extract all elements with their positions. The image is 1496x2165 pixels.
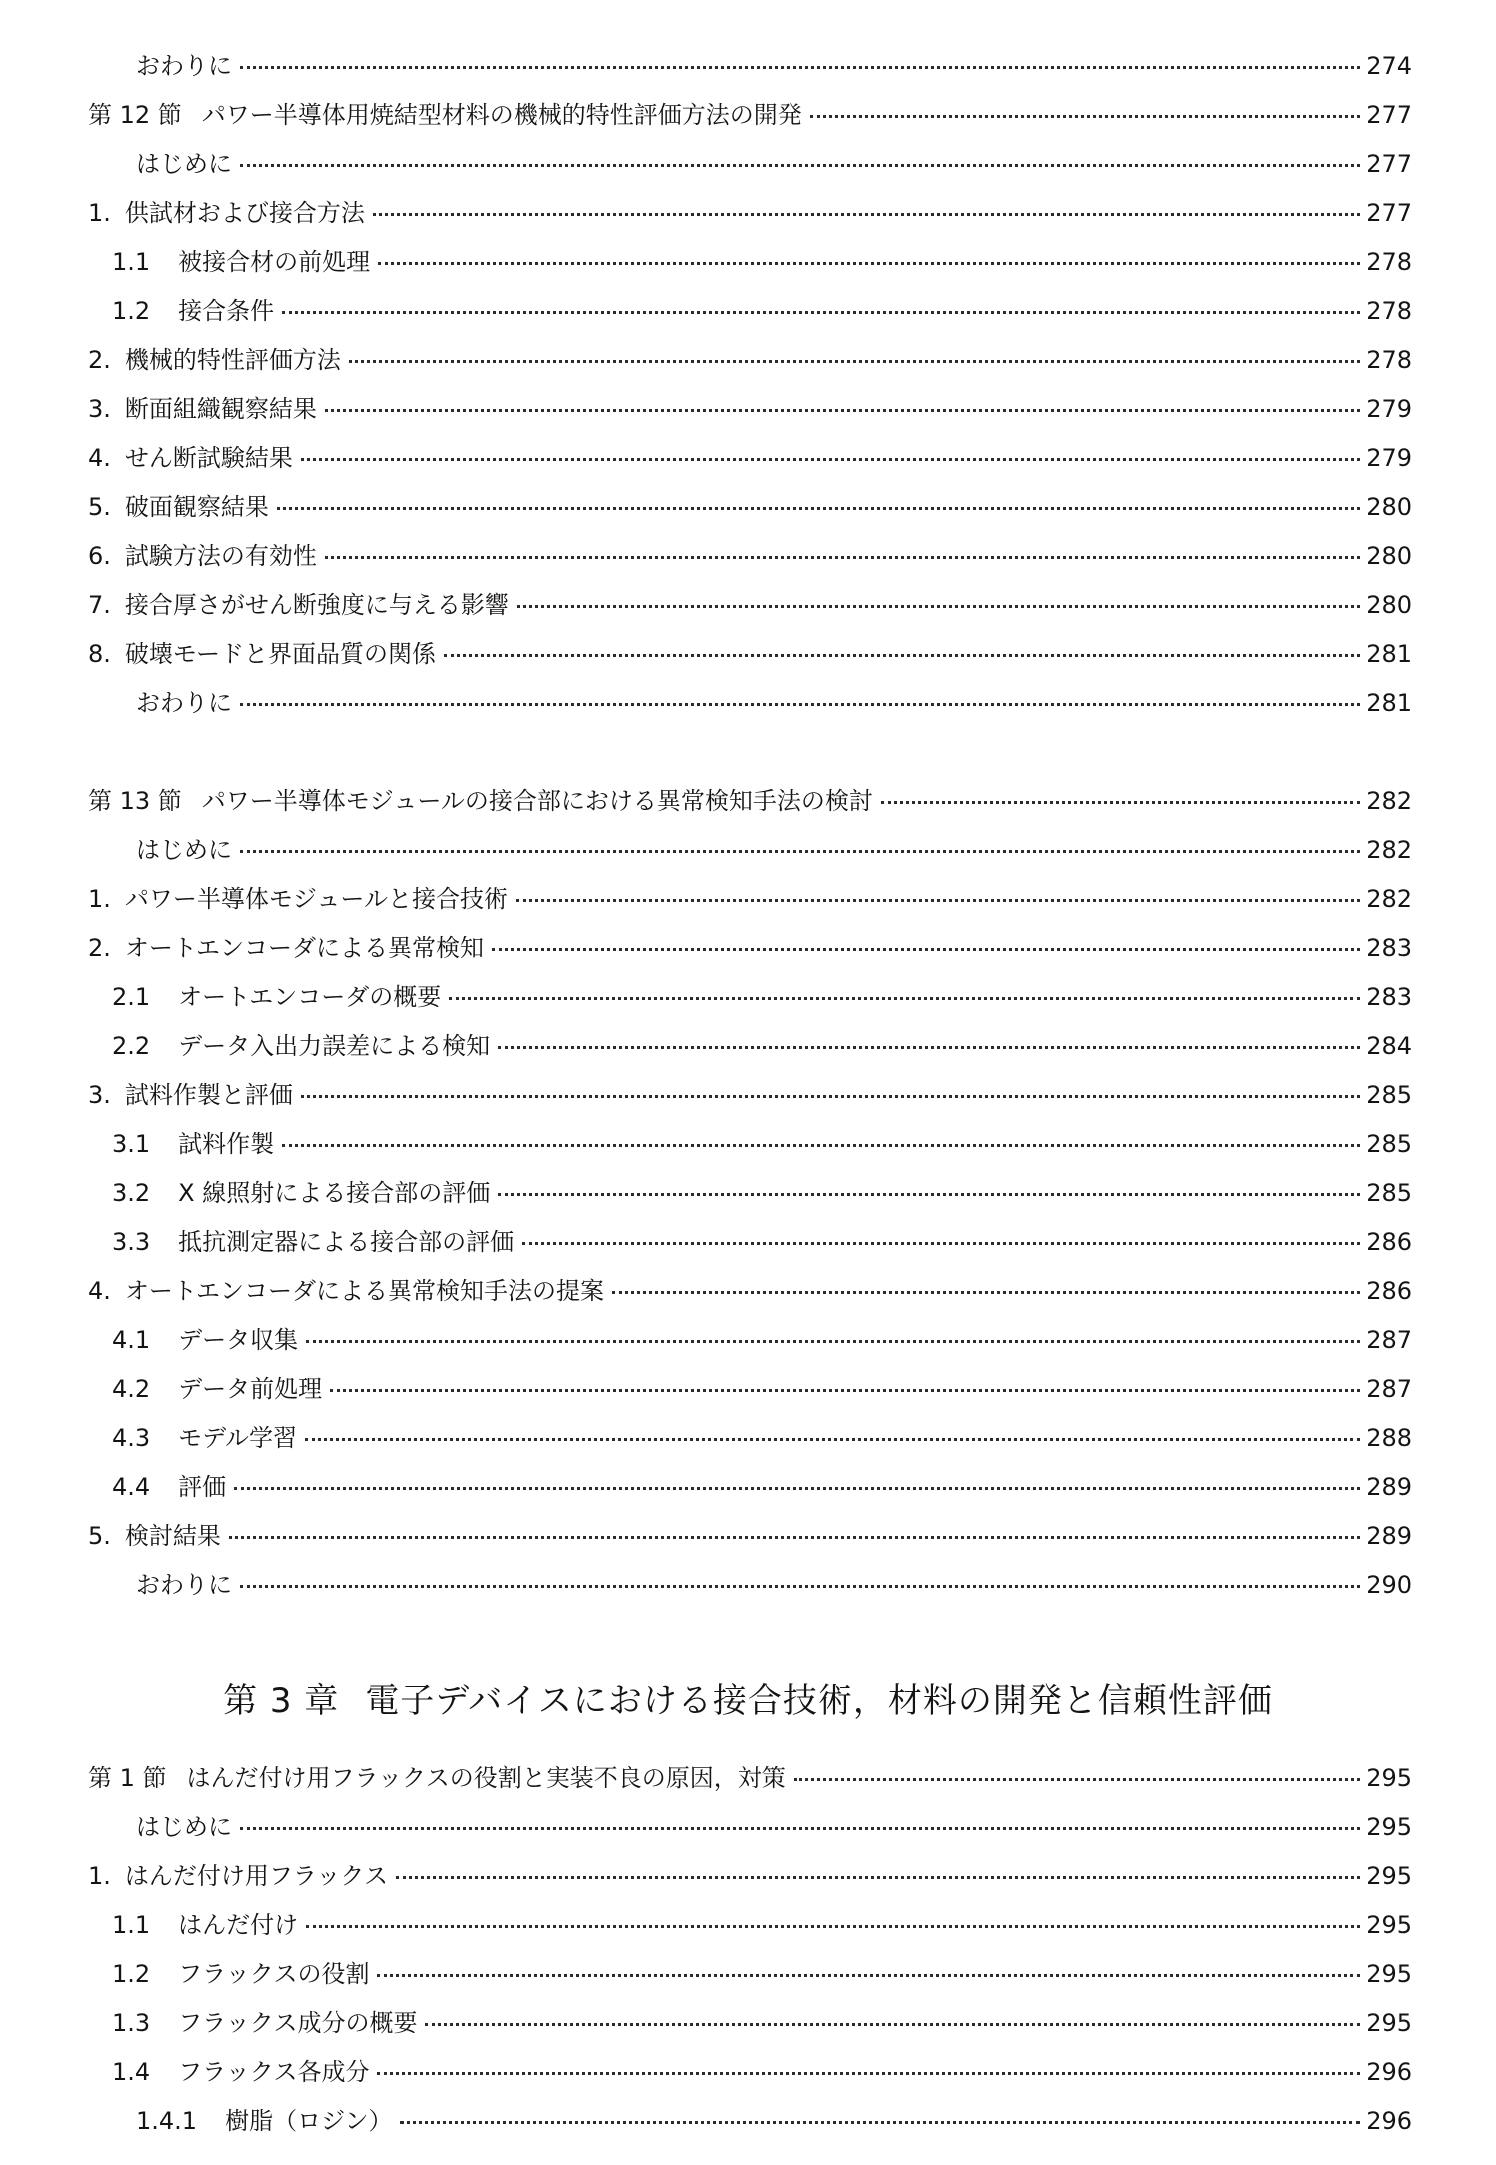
toc-entry-label — [136, 2099, 398, 2143]
toc-entry — [0, 240, 1496, 284]
toc-entry-label — [88, 583, 515, 627]
toc-entry-label — [88, 877, 514, 921]
toc-page-number: 295 — [1362, 1756, 1412, 1800]
dot-leader — [240, 850, 1360, 853]
toc-entry-title: 樹脂（ロジン） — [225, 2107, 393, 2135]
toc-entry-title: フラックスの役割 — [178, 1960, 370, 1988]
dot-leader — [425, 2023, 1360, 2026]
toc-page-number: 285 — [1362, 1073, 1412, 1117]
toc-entry — [0, 1122, 1496, 1166]
toc-entry-label — [88, 338, 347, 382]
toc-entry-title: オートエンコーダの概要 — [178, 983, 442, 1011]
toc-entry — [0, 338, 1496, 382]
toc-entry-label — [136, 1805, 238, 1849]
toc-entry-label — [112, 2050, 375, 2094]
item-number: 5. — [88, 493, 111, 521]
dot-leader — [498, 1193, 1360, 1196]
toc-entry-title: はじめに — [136, 1813, 232, 1841]
subitem-number: 4.3 — [112, 1424, 151, 1452]
toc-entry-title: モデル学習 — [178, 1424, 297, 1452]
toc-entry-title: はんだ付け用フラックス — [124, 1862, 389, 1890]
subitem-number: 4.4 — [112, 1473, 151, 1501]
subitem-number: 3.1 — [112, 1130, 151, 1158]
dot-leader — [301, 1095, 1360, 1098]
dot-leader — [810, 115, 1360, 118]
toc-entry — [0, 583, 1496, 627]
toc-entry-title: パワー半導体用焼結型材料の機械的特性評価方法の開発 — [201, 101, 802, 129]
toc-page-number: 281 — [1362, 632, 1412, 676]
dot-leader — [498, 1046, 1360, 1049]
toc-page-number: 278 — [1362, 289, 1412, 333]
toc-entry-title: データ収集 — [178, 1326, 299, 1354]
toc-entry — [0, 2099, 1496, 2143]
toc-entry — [0, 485, 1496, 529]
subitem-number: 4.1 — [112, 1326, 151, 1354]
toc-entry-title: 供試材および接合方法 — [124, 199, 365, 227]
toc-entry-label — [112, 289, 280, 333]
item-number: 1. — [88, 1862, 111, 1890]
section-number: 第 1 節 — [88, 1764, 167, 1792]
dot-leader — [306, 1340, 1360, 1343]
toc-page-number: 280 — [1362, 534, 1412, 578]
toc-page-number: 282 — [1362, 779, 1412, 823]
toc-entry-title: おわりに — [136, 52, 232, 80]
toc-page-number: 277 — [1362, 93, 1412, 137]
toc-page-number: 287 — [1362, 1318, 1412, 1362]
toc-entry-title: パワー半導体モジュールと接合技術 — [124, 885, 508, 913]
toc-entry-label — [88, 1756, 792, 1800]
toc-entry-title: 評価 — [178, 1473, 227, 1501]
section-number: 第 12 節 — [88, 101, 182, 129]
subitem-number: 3.3 — [112, 1228, 151, 1256]
chapter-heading — [0, 1676, 1496, 1726]
dot-leader — [305, 1438, 1360, 1441]
toc-entry-title: オートエンコーダによる異常検知手法の提案 — [124, 1277, 604, 1305]
subitem-number: 1.2 — [112, 1960, 151, 1988]
toc-entry — [0, 1465, 1496, 1509]
toc-entry-label — [112, 1220, 520, 1264]
dot-leader — [377, 1974, 1360, 1977]
dot-leader — [240, 703, 1360, 706]
item-number: 4. — [88, 444, 111, 472]
toc-entry-title: データ入出力誤差による検知 — [178, 1032, 491, 1060]
toc-entry-title: データ前処理 — [178, 1375, 323, 1403]
toc-entry-title: X 線照射による接合部の評価 — [178, 1179, 491, 1207]
dot-leader — [277, 507, 1360, 510]
toc-entry — [0, 1073, 1496, 1117]
toc-entry-label — [136, 1563, 238, 1607]
dot-leader — [325, 556, 1360, 559]
toc-entry-label — [88, 485, 275, 529]
toc-page-number: 285 — [1362, 1122, 1412, 1166]
dot-leader — [881, 801, 1360, 804]
subitem-number: 1.1 — [112, 248, 151, 276]
toc-page-number: 295 — [1362, 1952, 1412, 1996]
toc-entry-title: はんだ付け — [178, 1911, 299, 1939]
toc-entry-label — [88, 93, 808, 137]
toc-entry — [0, 387, 1496, 431]
toc-entry — [0, 1952, 1496, 1996]
toc-entry-title: 検討結果 — [124, 1522, 221, 1550]
toc-page-number: 282 — [1362, 877, 1412, 921]
subitem-number: 4.2 — [112, 1375, 151, 1403]
toc-page-number: 282 — [1362, 828, 1412, 872]
toc-entry — [0, 828, 1496, 872]
toc-entry — [0, 44, 1496, 88]
toc-entry — [0, 681, 1496, 725]
toc-page-number: 288 — [1362, 1416, 1412, 1460]
toc-page-number: 287 — [1362, 1367, 1412, 1411]
toc-entry — [0, 1903, 1496, 1947]
dot-leader — [229, 1536, 1360, 1539]
dot-leader — [522, 1242, 1360, 1245]
dot-leader — [400, 2121, 1360, 2124]
toc-page-number: 286 — [1362, 1269, 1412, 1313]
toc-entry-title: 接合厚さがせん断強度に与える影響 — [124, 591, 509, 619]
subitem-number: 1.3 — [112, 2009, 151, 2037]
toc-entry-label — [88, 191, 371, 235]
toc-entry-label — [112, 2001, 423, 2045]
toc-entry — [0, 1756, 1496, 1800]
item-number: 8. — [88, 640, 111, 668]
toc-entry — [0, 1318, 1496, 1362]
toc-page-number: 295 — [1362, 1805, 1412, 1849]
subitem-number: 2.2 — [112, 1032, 151, 1060]
toc-page-number: 284 — [1362, 1024, 1412, 1068]
toc-entry — [0, 1805, 1496, 1849]
toc-entry-label — [112, 1952, 375, 1996]
toc-entry-label — [88, 1073, 299, 1117]
toc-entry — [0, 2050, 1496, 2094]
dot-leader — [330, 1389, 1360, 1392]
toc-entry-label — [88, 926, 490, 970]
dot-leader — [794, 1778, 1360, 1781]
dot-leader — [306, 1925, 1360, 1928]
toc-entry-title: おわりに — [136, 1571, 232, 1599]
dot-leader — [240, 1585, 1360, 1588]
toc-page-number: 296 — [1362, 2099, 1412, 2143]
dot-leader — [612, 1291, 1360, 1294]
toc-entry-title: 断面組織観察結果 — [124, 395, 317, 423]
dot-leader — [517, 605, 1360, 608]
toc-entry — [0, 191, 1496, 235]
toc-entry-title: フラックス各成分 — [178, 2058, 370, 2086]
toc-page-number: 274 — [1362, 44, 1412, 88]
subitem-number: 2.1 — [112, 983, 151, 1011]
toc-entry — [0, 2001, 1496, 2045]
toc-entry — [0, 1514, 1496, 1558]
toc-page-number: 286 — [1362, 1220, 1412, 1264]
toc-entry-title: オートエンコーダによる異常検知 — [124, 934, 484, 962]
toc-entry — [0, 975, 1496, 1019]
dot-leader — [240, 66, 1360, 69]
toc-entry-label — [112, 975, 447, 1019]
toc-page-number: 295 — [1362, 1854, 1412, 1898]
item-number: 3. — [88, 1081, 111, 1109]
toc-entry — [0, 289, 1496, 333]
toc-page-number: 280 — [1362, 485, 1412, 529]
section-number: 第 13 節 — [88, 787, 182, 815]
toc-entry-title: 被接合材の前処理 — [178, 248, 371, 276]
item-number: 7. — [88, 591, 111, 619]
dot-leader — [449, 997, 1360, 1000]
toc-page-number: 295 — [1362, 1903, 1412, 1947]
item-number: 5. — [88, 1522, 111, 1550]
toc-entry — [0, 436, 1496, 480]
toc-entry-label — [88, 1514, 227, 1558]
dot-leader — [282, 311, 1360, 314]
toc-entry-label — [136, 681, 238, 725]
toc-entry-label — [136, 142, 238, 186]
dot-leader — [240, 1827, 1360, 1830]
toc-entry-title: 機械的特性評価方法 — [124, 346, 341, 374]
toc-page-number: 296 — [1362, 2050, 1412, 2094]
toc-page-number: 283 — [1362, 926, 1412, 970]
dot-leader — [373, 213, 1360, 216]
toc-page-number: 295 — [1362, 2001, 1412, 2045]
toc-entry-title: 破面観察結果 — [124, 493, 269, 521]
toc-entry — [0, 1563, 1496, 1607]
dot-leader — [234, 1487, 1360, 1490]
toc-entry-label — [88, 534, 323, 578]
item-number: 1. — [88, 199, 111, 227]
item-number: 3. — [88, 395, 111, 423]
toc-page-number: 279 — [1362, 436, 1412, 480]
dot-leader — [377, 2072, 1360, 2075]
toc-entry — [0, 1269, 1496, 1313]
dot-leader — [240, 164, 1360, 167]
toc-entry-title: 試料作製 — [178, 1130, 275, 1158]
toc-entry — [0, 1367, 1496, 1411]
toc-entry-label — [112, 1367, 328, 1411]
toc-page-number: 277 — [1362, 191, 1412, 235]
toc-entry-title: おわりに — [136, 689, 232, 717]
toc-entry-label — [112, 1024, 496, 1068]
toc-entry — [0, 142, 1496, 186]
subsubitem-number: 1.4.1 — [136, 2107, 198, 2135]
dot-leader — [349, 360, 1360, 363]
toc-entry-title: 破壊モードと界面品質の関係 — [124, 640, 436, 668]
toc-page-number: 279 — [1362, 387, 1412, 431]
toc-entry-title: せん断試験結果 — [124, 444, 293, 472]
dot-leader — [492, 948, 1360, 951]
toc-entry-label — [88, 436, 299, 480]
toc-entry-label — [88, 387, 323, 431]
dot-leader — [325, 409, 1360, 412]
item-number: 1. — [88, 885, 111, 913]
toc-entry-title: 試験方法の有効性 — [124, 542, 317, 570]
toc-entry-title: 抵抗測定器による接合部の評価 — [178, 1228, 515, 1256]
subitem-number: 1.4 — [112, 2058, 151, 2086]
item-number: 2. — [88, 934, 111, 962]
toc-entry-title: はんだ付け用フラックスの役割と実装不良の原因，対策 — [186, 1764, 786, 1792]
toc-entry — [0, 1220, 1496, 1264]
chapter-label: 第 3 章 — [223, 1681, 340, 1721]
subitem-number: 3.2 — [112, 1179, 151, 1207]
toc-entry — [0, 534, 1496, 578]
toc-entry-label — [112, 1171, 496, 1215]
toc-page-number: 281 — [1362, 681, 1412, 725]
toc-page-number: 290 — [1362, 1563, 1412, 1607]
subitem-number: 1.2 — [112, 297, 151, 325]
toc-page-number: 277 — [1362, 142, 1412, 186]
toc-entry-label — [112, 1903, 304, 1947]
toc-entry — [0, 1416, 1496, 1460]
dot-leader — [282, 1144, 1360, 1147]
item-number: 2. — [88, 346, 111, 374]
toc-entry-title: はじめに — [136, 836, 232, 864]
toc-entry-title: はじめに — [136, 150, 232, 178]
toc-entry-label — [88, 632, 442, 676]
toc-page-number: 278 — [1362, 240, 1412, 284]
dot-leader — [378, 262, 1360, 265]
toc-entry-label — [112, 1416, 303, 1460]
toc-entry-label — [112, 1465, 232, 1509]
subitem-number: 1.1 — [112, 1911, 151, 1939]
toc-entry-label — [88, 779, 879, 823]
toc-entry — [0, 926, 1496, 970]
item-number: 4. — [88, 1277, 111, 1305]
toc-page-number: 289 — [1362, 1514, 1412, 1558]
chapter-title: 電子デバイスにおける接合技術，材料の開発と信頼性評価 — [365, 1681, 1273, 1721]
toc-entry — [0, 632, 1496, 676]
toc-entry-label — [112, 1318, 304, 1362]
toc-entry — [0, 1024, 1496, 1068]
toc-entry — [0, 877, 1496, 921]
toc-entry-title: 試料作製と評価 — [124, 1081, 293, 1109]
dot-leader — [444, 654, 1360, 657]
toc-entry-label — [112, 1122, 280, 1166]
toc-entry-title: フラックス成分の概要 — [178, 2009, 418, 2037]
toc-entry-title: 接合条件 — [178, 297, 275, 325]
toc-entry-title: パワー半導体モジュールの接合部における異常検知手法の検討 — [201, 787, 873, 815]
toc-entry — [0, 779, 1496, 823]
toc-page-number: 278 — [1362, 338, 1412, 382]
toc-entry-label — [112, 240, 376, 284]
toc-entry-label — [88, 1854, 394, 1898]
toc-entry-label — [88, 1269, 610, 1313]
dot-leader — [396, 1876, 1360, 1879]
toc-entry-label — [136, 828, 238, 872]
toc-entry — [0, 1171, 1496, 1215]
toc-page-number: 280 — [1362, 583, 1412, 627]
toc-entry — [0, 1854, 1496, 1898]
toc-page-number: 285 — [1362, 1171, 1412, 1215]
toc-entry-label — [136, 44, 238, 88]
toc-page-number: 289 — [1362, 1465, 1412, 1509]
dot-leader — [516, 899, 1360, 902]
item-number: 6. — [88, 542, 111, 570]
toc-page-number: 283 — [1362, 975, 1412, 1019]
dot-leader — [301, 458, 1360, 461]
toc-entry — [0, 93, 1496, 137]
